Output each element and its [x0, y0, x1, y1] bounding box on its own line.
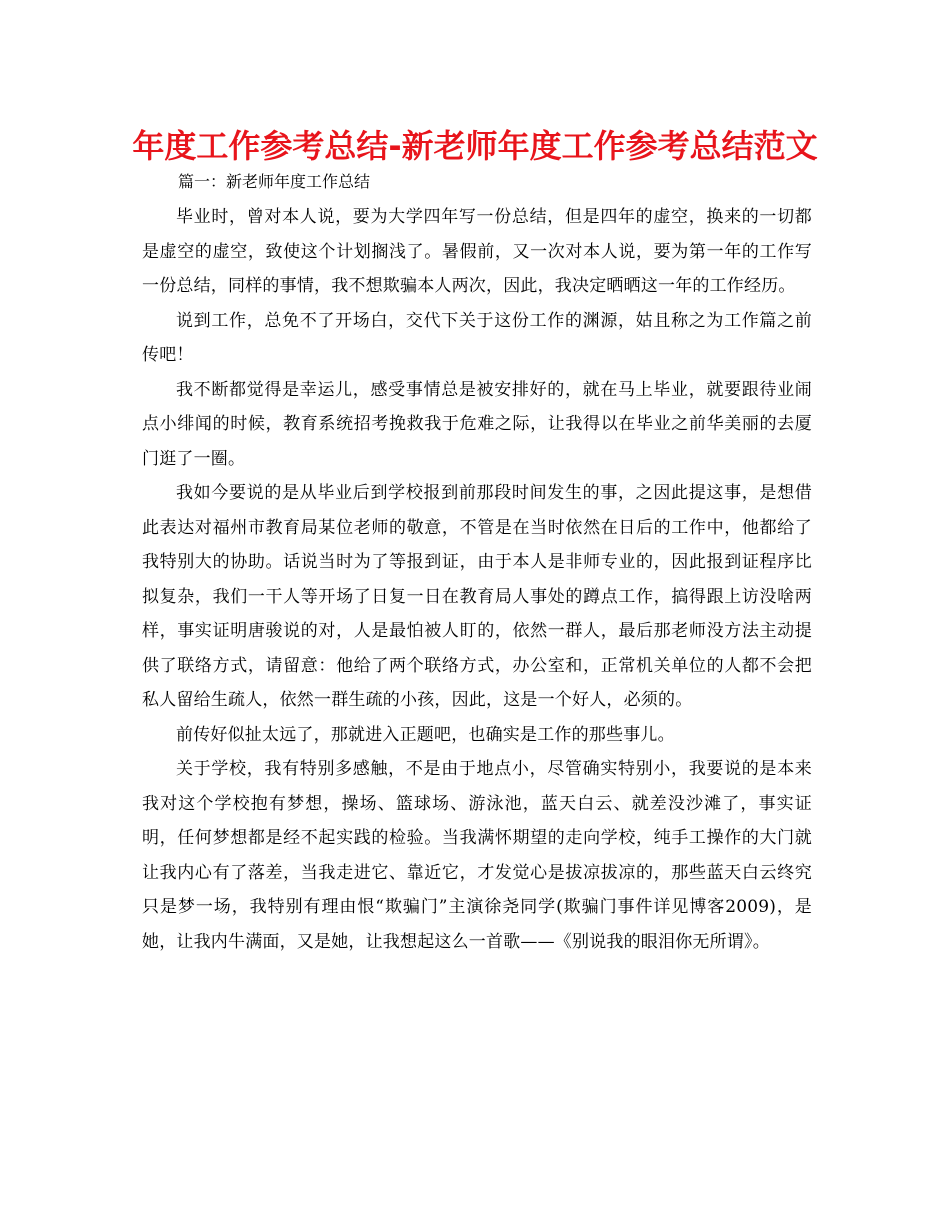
- document-body: [142, 200, 812, 959]
- document-title: 年度工作参考总结-新老师年度工作参考总结范文: [132, 127, 818, 165]
- paragraph: 关于学校，我有特别多感触，不是由于地点小，尽管确实特别小，我要说的是本来我对这个学校抱有梦想，操场、篮球场、游泳池，蓝天白云、就差没沙滩了，事实证明，任何梦想都是经不起实践的检验。当我满怀期望的走向学校，纯手工操作的大门就让我内心有了落差，当我走进它、靠近它，才发觉心是拔凉拔凉的，那些蓝天白云终究只是梦一场，我特别有理由恨“欺骗门”主演徐尧同学(欺骗门事件详见博客2009)，是她，让我内牛满面，又是她，让我想起这么一首歌——《别说我的眼泪你无所谓》。: [142, 759, 812, 952]
- section-heading: 篇一：新老师年度工作总结: [178, 172, 371, 191]
- paragraph: 说到工作，总免不了开场白，交代下关于这份工作的渊源，姑且称之为工作篇之前传吧！: [142, 310, 812, 365]
- paragraph: 前传好似扯太远了，那就进入正题吧，也确实是工作的那些事儿。: [176, 724, 675, 745]
- paragraph: 我如今要说的是从毕业后到学校报到前那段时间发生的事，之因此提这事，是想借此表达对福州市教育局某位老师的敬意，不管是在当时依然在日后的工作中，他都给了我特别大的协助。话说当时为了等报到证，由于本人是非师专业的，因此报到证程序比拟复杂，我们一干人等开场了日复一日在教育局人事处的蹲点工作，搞得跟上访没啥两样，事实证明唐骏说的对，人是最怕被人盯的，依然一群人，最后那老师没方法主动提供了联络方式，请留意：他给了两个联络方式，办公室和，正常机关单位的人都不会把私人留给生疏人，依然一群生疏的小孩，因此，这是一个好人，必须的。: [142, 483, 812, 710]
- paragraph: 我不断都觉得是幸运儿，感受事情总是被安排好的，就在马上毕业，就要跟待业闹点小绯闻的时候，教育系统招考挽救我于危难之际，让我得以在毕业之前华美丽的去厦门逛了一圈。: [142, 379, 812, 469]
- paragraph: 毕业时，曾对本人说，要为大学四年写一份总结，但是四年的虚空，换来的一切都是虚空的虚空，致使这个计划搁浅了。暑假前，又一次对本人说，要为第一年的工作写一份总结，同样的事情，我不想欺骗本人两次，因此，我决定晒晒这一年的工作经历。: [142, 207, 812, 296]
